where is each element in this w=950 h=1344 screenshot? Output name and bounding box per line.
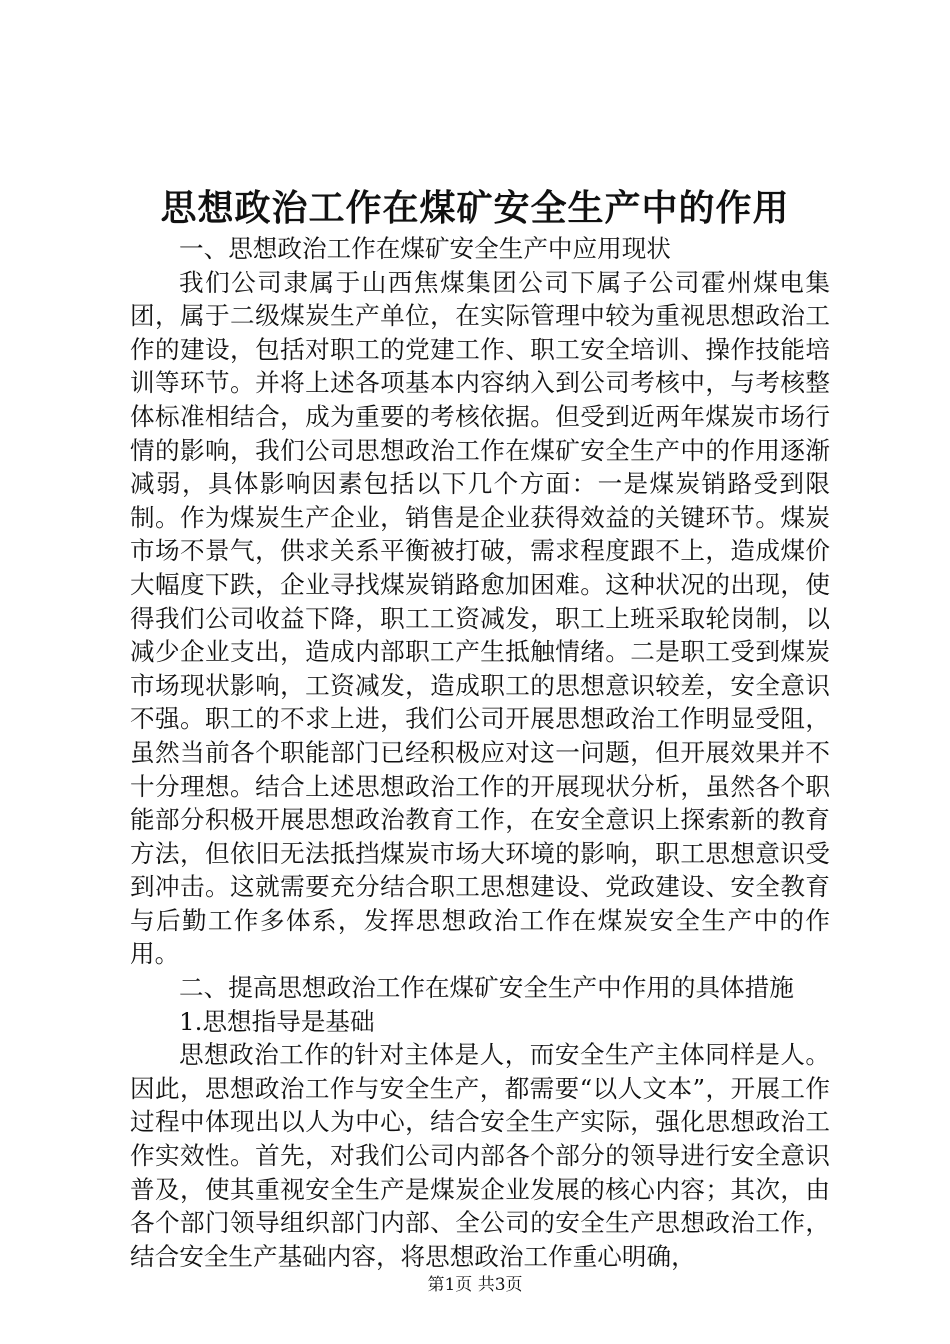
document-body: [130, 232, 830, 1273]
document-title: 思想政治工作在煤矿安全生产中的作用: [160, 187, 790, 229]
subsection-heading-1: 1.思想指导是基础: [179, 1006, 375, 1036]
section-heading-2: 二、提高思想政治工作在煤矿安全生产中作用的具体措施: [179, 973, 794, 1003]
section-heading-1: 一、思想政治工作在煤矿安全生产中应用现状: [179, 234, 671, 263]
body-paragraph-1: 我们公司隶属于山西焦煤集团公司下属子公司霍州煤电集团，属于二级煤炭生产单位，在实际管理中较为重视思想政治工作的建设，包括对职工的党建工作、职工安全培训、操作技能培训等环节。并将上述各项基本内容纳入到公司考核中，与考核整体标准相结合，成为重要的考核依据。但受到近两年煤炭市场行情的影响，我们公司思想政治工作在煤矿安全生产中的作用逐渐减弱，具体影响因素包括以下几个方面：一是煤炭销路受到限制。作为煤炭生产企业，销售是企业获得效益的关键环节。煤炭市场不景气，供求关系平衡被打破，需求程度跟不上，造成煤价大幅度下跌，企业寻找煤炭销路愈加困难。这种状况的出现，使得我们公司收益下降，职工工资减发，职工上班采取轮岗制，以减少企业支出，造成内部职工产生抵触情绪。二是职工受到煤炭市场现状影响，工资减发，造成职工的思想意识较差，安全意识不强。职工的不求上进，我们公司开展思想政治工作明显受阻，虽然当前各个职能部门已经积极应对这一问题，但开展效果并不十分理想。结合上述思想政治工作的开展现状分析，虽然各个职能部分积极开展思想政治教育工作，在安全意识上探索新的教育方法，但依旧无法抵挡煤炭市场大环境的影响，职工思想意识受到冲击。这就需要充分结合职工思想建设、党政建设、安全教育与后勤工作多体系，发挥思想政治工作在煤炭安全生产中的作用。: [130, 267, 830, 969]
page-footer: 第1页 共3页: [427, 1275, 523, 1295]
body-paragraph-2: 思想政治工作的针对主体是人，而安全生产主体同样是人。因此，思想政治工作与安全生产，都需要“以人文本”，开展工作过程中体现出以人为中心，结合安全生产实际，强化思想政治工作实效性。首先，对我们公司内部各个部分的领导进行安全意识普及，使其重视安全生产是煤炭企业发展的核心内容；其次，由各个部门领导组织部门内部、全公司的安全生产思想政治工作，结合安全生产基础内容，将思想政治工作重心明确，: [130, 1040, 830, 1271]
